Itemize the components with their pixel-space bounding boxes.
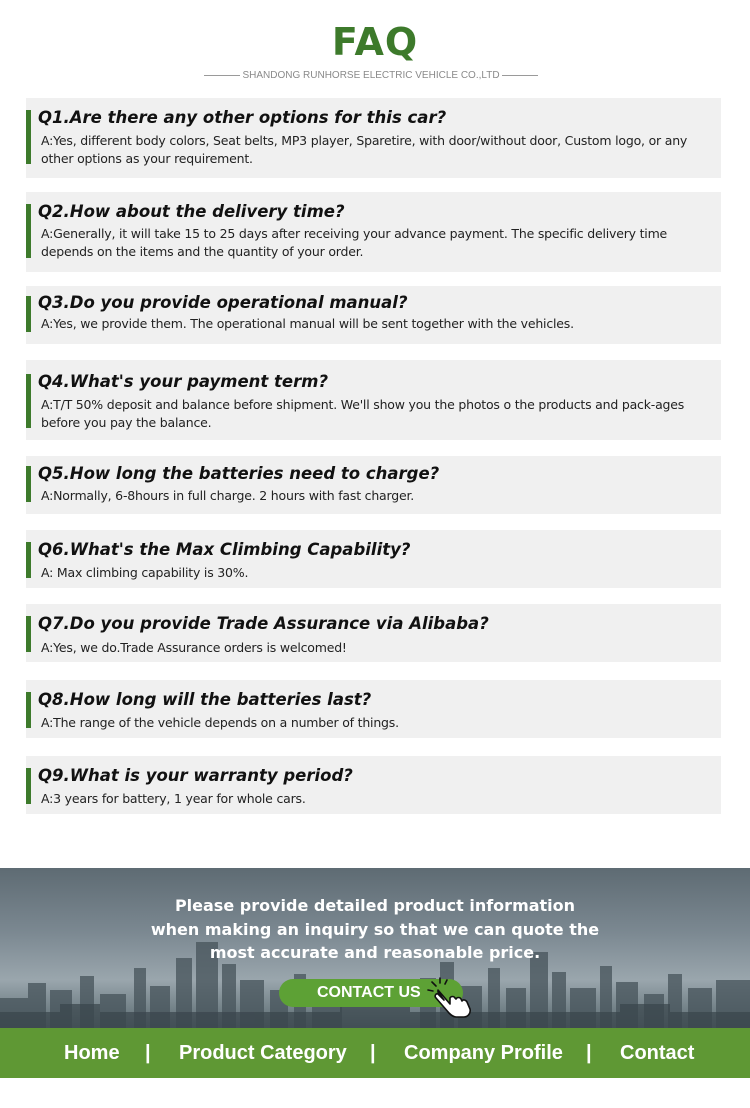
faq-item-4 [26, 360, 721, 440]
faq-item-7 [26, 604, 721, 662]
accent-bar [26, 204, 31, 258]
nav-product-category[interactable]: Product Category [179, 1042, 347, 1064]
faq-item-9 [26, 756, 721, 814]
faq-answer: A:Yes, we provide them. The operational manual will be sent together with the vehicles. [41, 316, 574, 331]
faq-question: Q6.What's the Max Climbing Capability? [38, 540, 411, 559]
accent-bar [26, 466, 31, 502]
faq-answer: A:T/T 50% deposit and balance before shipment. We'll show you the photos o the products and pack-ages before you pay the balance. [41, 397, 685, 430]
faq-answer: A:3 years for battery, 1 year for whole cars. [41, 791, 306, 806]
faq-question: Q3.Do you provide operational manual? [38, 293, 408, 312]
divider-right [502, 75, 538, 76]
faq-answer: A:Normally, 6-8hours in full charge. 2 hours with fast charger. [41, 488, 415, 503]
faq-item-5 [26, 456, 721, 514]
faq-item-1 [26, 98, 721, 178]
pointing-hand-icon [424, 976, 474, 1018]
page-title: FAQ [331, 20, 419, 64]
inquiry-line-1: Please provide detailed product information [174, 896, 576, 915]
divider-left [204, 75, 240, 76]
faq-question: Q4.What's your payment term? [38, 372, 329, 391]
faq-question: Q7.Do you provide Trade Assurance via Alibaba? [38, 614, 489, 633]
inquiry-line-2: when making an inquiry so that we can quote the [150, 919, 600, 939]
accent-bar [26, 296, 31, 332]
accent-bar [26, 692, 31, 728]
faq-question: Q8.How long will the batteries last? [38, 690, 372, 709]
inquiry-banner [0, 868, 750, 1028]
subtitle-row [204, 68, 538, 82]
nav-separator: | [145, 1042, 151, 1064]
accent-bar [26, 374, 31, 428]
nav-home[interactable]: Home [64, 1042, 120, 1064]
accent-bar [26, 542, 31, 578]
footer-nav [0, 1028, 750, 1078]
company-subtitle: SHANDONG RUNHORSE ELECTRIC VEHICLE CO.,LTD [242, 69, 500, 81]
faq-item-6 [26, 530, 721, 588]
faq-item-2 [26, 192, 721, 272]
faq-header [0, 0, 750, 90]
faq-question: Q1.Are there any other options for this car? [38, 108, 447, 127]
faq-answer: A:Yes, we do.Trade Assurance orders is welcomed! [41, 640, 347, 655]
nav-separator: | [586, 1042, 592, 1064]
nav-company-profile[interactable]: Company Profile [404, 1042, 563, 1064]
faq-answer: A:The range of the vehicle depends on a number of things. [41, 715, 399, 730]
faq-answer: A:Generally, it will take 15 to 25 days after receiving your advance payment. The specific delivery time depends on the items and the quantity of your order. [41, 226, 668, 259]
faq-answer: A: Max climbing capability is 30%. [41, 565, 249, 580]
accent-bar [26, 768, 31, 804]
faq-item-8 [26, 680, 721, 738]
nav-contact[interactable]: Contact [620, 1042, 695, 1064]
nav-separator: | [370, 1042, 376, 1064]
inquiry-message [0, 894, 750, 965]
faq-question: Q2.How about the delivery time? [38, 202, 345, 221]
contact-us-button[interactable]: CONTACT US [279, 979, 463, 1007]
faq-question: Q9.What is your warranty period? [38, 766, 353, 785]
accent-bar [26, 110, 31, 164]
faq-question: Q5.How long the batteries need to charge? [38, 464, 440, 483]
faq-item-3 [26, 286, 721, 344]
faq-answer: A:Yes, different body colors, Seat belts, MP3 player, Sparetire, with door/without door, Custom logo, or any other options as your requirement. [41, 133, 688, 166]
accent-bar [26, 616, 31, 652]
inquiry-line-3: most accurate and reasonable price. [209, 943, 541, 962]
